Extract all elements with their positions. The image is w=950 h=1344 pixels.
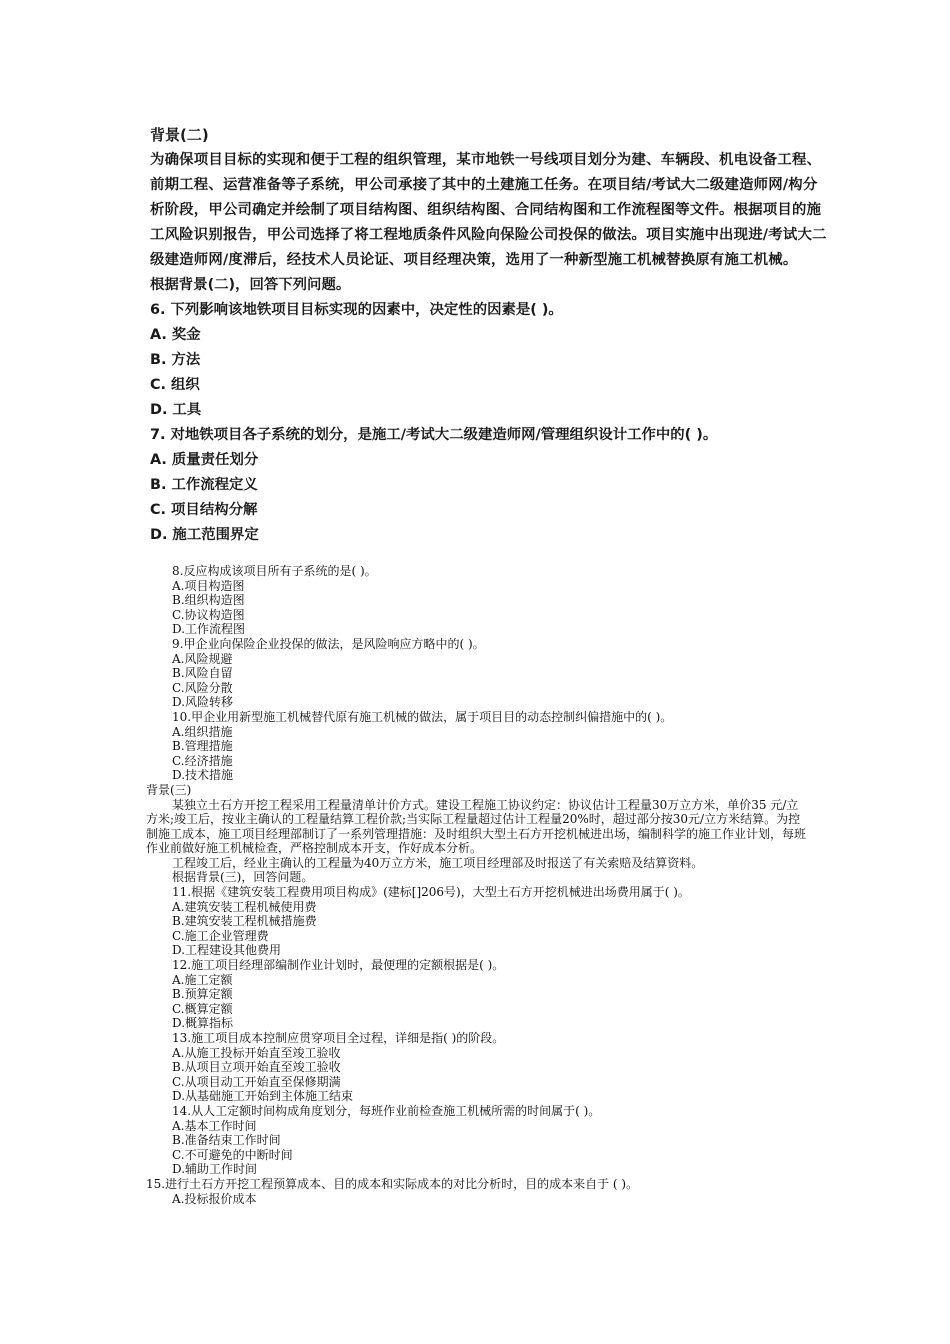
question-12: 12.施工项目经理部编制作业计划时，最便理的定额根据是( )。 <box>172 958 505 973</box>
question-7: 7. 对地铁项目各子系统的划分，是施工/考试大二级建造师网/管理组织设计工作中的( )。 <box>150 427 718 443</box>
q10-option-b: B.管理措施 <box>172 739 233 754</box>
q9-option-a: A.风险规避 <box>172 651 233 666</box>
q11-option-c: C.施工企业管理费 <box>172 928 269 943</box>
question-13: 13.施工项目成本控制应贯穿项目全过程，详细是指( )的阶段。 <box>172 1031 505 1045</box>
background-3-paragraph-2: 工程竣工后，经业主确认的工程量为40万立方米，施工项目经理部及时报送了有关索赔及结算资料。 <box>172 855 704 870</box>
q14-option-d: D.辅助工作时间 <box>172 1162 258 1177</box>
q14-option-c: C.不可避免的中断时间 <box>172 1147 293 1162</box>
question-6: 6. 下列影响该地铁项目目标实现的因素中，决定性的因素是( )。 <box>150 302 563 318</box>
question-14: 14.从人工定额时间构成角度划分，每班作业前检查施工机械所需的时间属于( )。 <box>172 1103 601 1118</box>
q15-option-a: A.投标报价成本 <box>172 1191 257 1206</box>
q12-option-d: D.概算指标 <box>172 1016 234 1031</box>
q8-option-b: B.组织构造图 <box>172 593 245 608</box>
question-prompt: 根据背景(二)，回答下列问题。 <box>150 277 351 293</box>
background-paragraph: 为确保项目目标的实现和便于工程的组织管理，某市地铁一号线项目划分为建、车辆段、机电设备工程、前期工程、运营准备等子系统，甲公司承接了其中的土建施工任务。在项目结/考试大二级建造师网/构分析阶段，甲公司确定并绘制了项目结构图、组织结构图、合同结构图和工作流程图等文件。根据项目的施工风险识别报告，甲公司选择了将工程地质条件风险向保险公司投保的做法。项目实施中出现进/考试大二级建造师网/度滞后，经技术人员论证、项目经理决策，选用了一种新型施工机械替换原有施工机械。 <box>150 152 827 268</box>
q11-option-d: D.工程建设其他费用 <box>172 943 282 958</box>
question-10: 10.甲企业用新型施工机械替代原有施工机械的做法，属于项目目的动态控制纠偏措施中的( )。 <box>172 709 673 724</box>
q6-option-c: C. 组织 <box>150 377 200 393</box>
q7-option-c: C. 项目结构分解 <box>150 502 258 518</box>
q11-option-b: B.建筑安装工程机械措施费 <box>172 914 317 929</box>
q7-option-a: A. 质量责任划分 <box>150 452 259 468</box>
q7-option-b: B. 工作流程定义 <box>150 477 258 493</box>
question-15: 15.进行土石方开挖工程预算成本、目的成本和实际成本的对比分析时，目的成本来自于 ( )。 <box>146 1176 639 1191</box>
q12-option-a: A.施工定额 <box>172 972 233 987</box>
q10-option-d: D.技术措施 <box>172 768 234 783</box>
section-title: 背景(二) <box>150 126 209 144</box>
q9-option-c: C.风险分散 <box>172 680 233 695</box>
q14-option-a: A.基本工作时间 <box>172 1118 257 1133</box>
q14-option-b: B.准备结束工作时间 <box>172 1133 281 1148</box>
q8-option-c: C.协议构造图 <box>172 607 245 622</box>
q6-option-a: A. 奖金 <box>150 327 201 343</box>
q8-option-a: A.项目构造图 <box>172 578 245 593</box>
q13-option-a: A.从施工投标开始直至竣工验收 <box>172 1045 341 1060</box>
q9-option-b: B.风险自留 <box>172 666 233 681</box>
q13-option-d: D.从基础施工开始到主体施工结束 <box>172 1089 354 1104</box>
q9-option-d: D.风险转移 <box>172 695 234 710</box>
q7-option-d: D. 施工范围界定 <box>150 527 259 543</box>
typed-section <box>0 564 950 1206</box>
q6-option-b: B. 方法 <box>150 352 201 368</box>
q13-option-b: B.从项目立项开始直至竣工验收 <box>172 1060 341 1075</box>
q12-option-b: B.预算定额 <box>172 987 233 1002</box>
q6-option-d: D. 工具 <box>150 402 202 418</box>
question-8: 8.反应构成该项目所有子系统的是( )。 <box>172 564 377 578</box>
q10-option-c: C.经济措施 <box>172 753 233 768</box>
section-title-background-3: 背景(三) <box>146 782 192 797</box>
q13-option-c: C.从项目动工开始直至保修期满 <box>172 1074 341 1089</box>
background-3-paragraph-1: 某独立土石方开挖工程采用工程量清单计价方式。建设工程施工协议约定：协议估计工程量30万立方米，单价35 元/立方米;竣工后，按业主确认的工程量结算工程价款;当实际工程量超过估计工程量20%时，超过部分按30元/立方米结算。为控制施工成本，施工项目经理部制订了一系列管理措施：及时组织大型土石方开挖机械进出场，编制科学的施工作业计划，每班作业前做好施工机械检查，严格控制成本开支，作好成本分析。 <box>146 797 807 856</box>
question-11: 11.根据《建筑安装工程费用项目构成》(建标[]206号)，大型土石方开挖机械进出场费用属于( )。 <box>172 885 690 900</box>
background-3-prompt: 根据背景(三)，回答问题。 <box>172 870 314 885</box>
q12-option-c: C.概算定额 <box>172 1001 233 1016</box>
q8-option-d: D.工作流程图 <box>172 622 246 637</box>
scanned-section-background-2 <box>150 122 830 548</box>
question-9: 9.甲企业向保险企业投保的做法，是风险响应方略中的( )。 <box>172 636 485 651</box>
q10-option-a: A.组织措施 <box>172 724 233 739</box>
q11-option-a: A.建筑安装工程机械使用费 <box>172 899 317 914</box>
